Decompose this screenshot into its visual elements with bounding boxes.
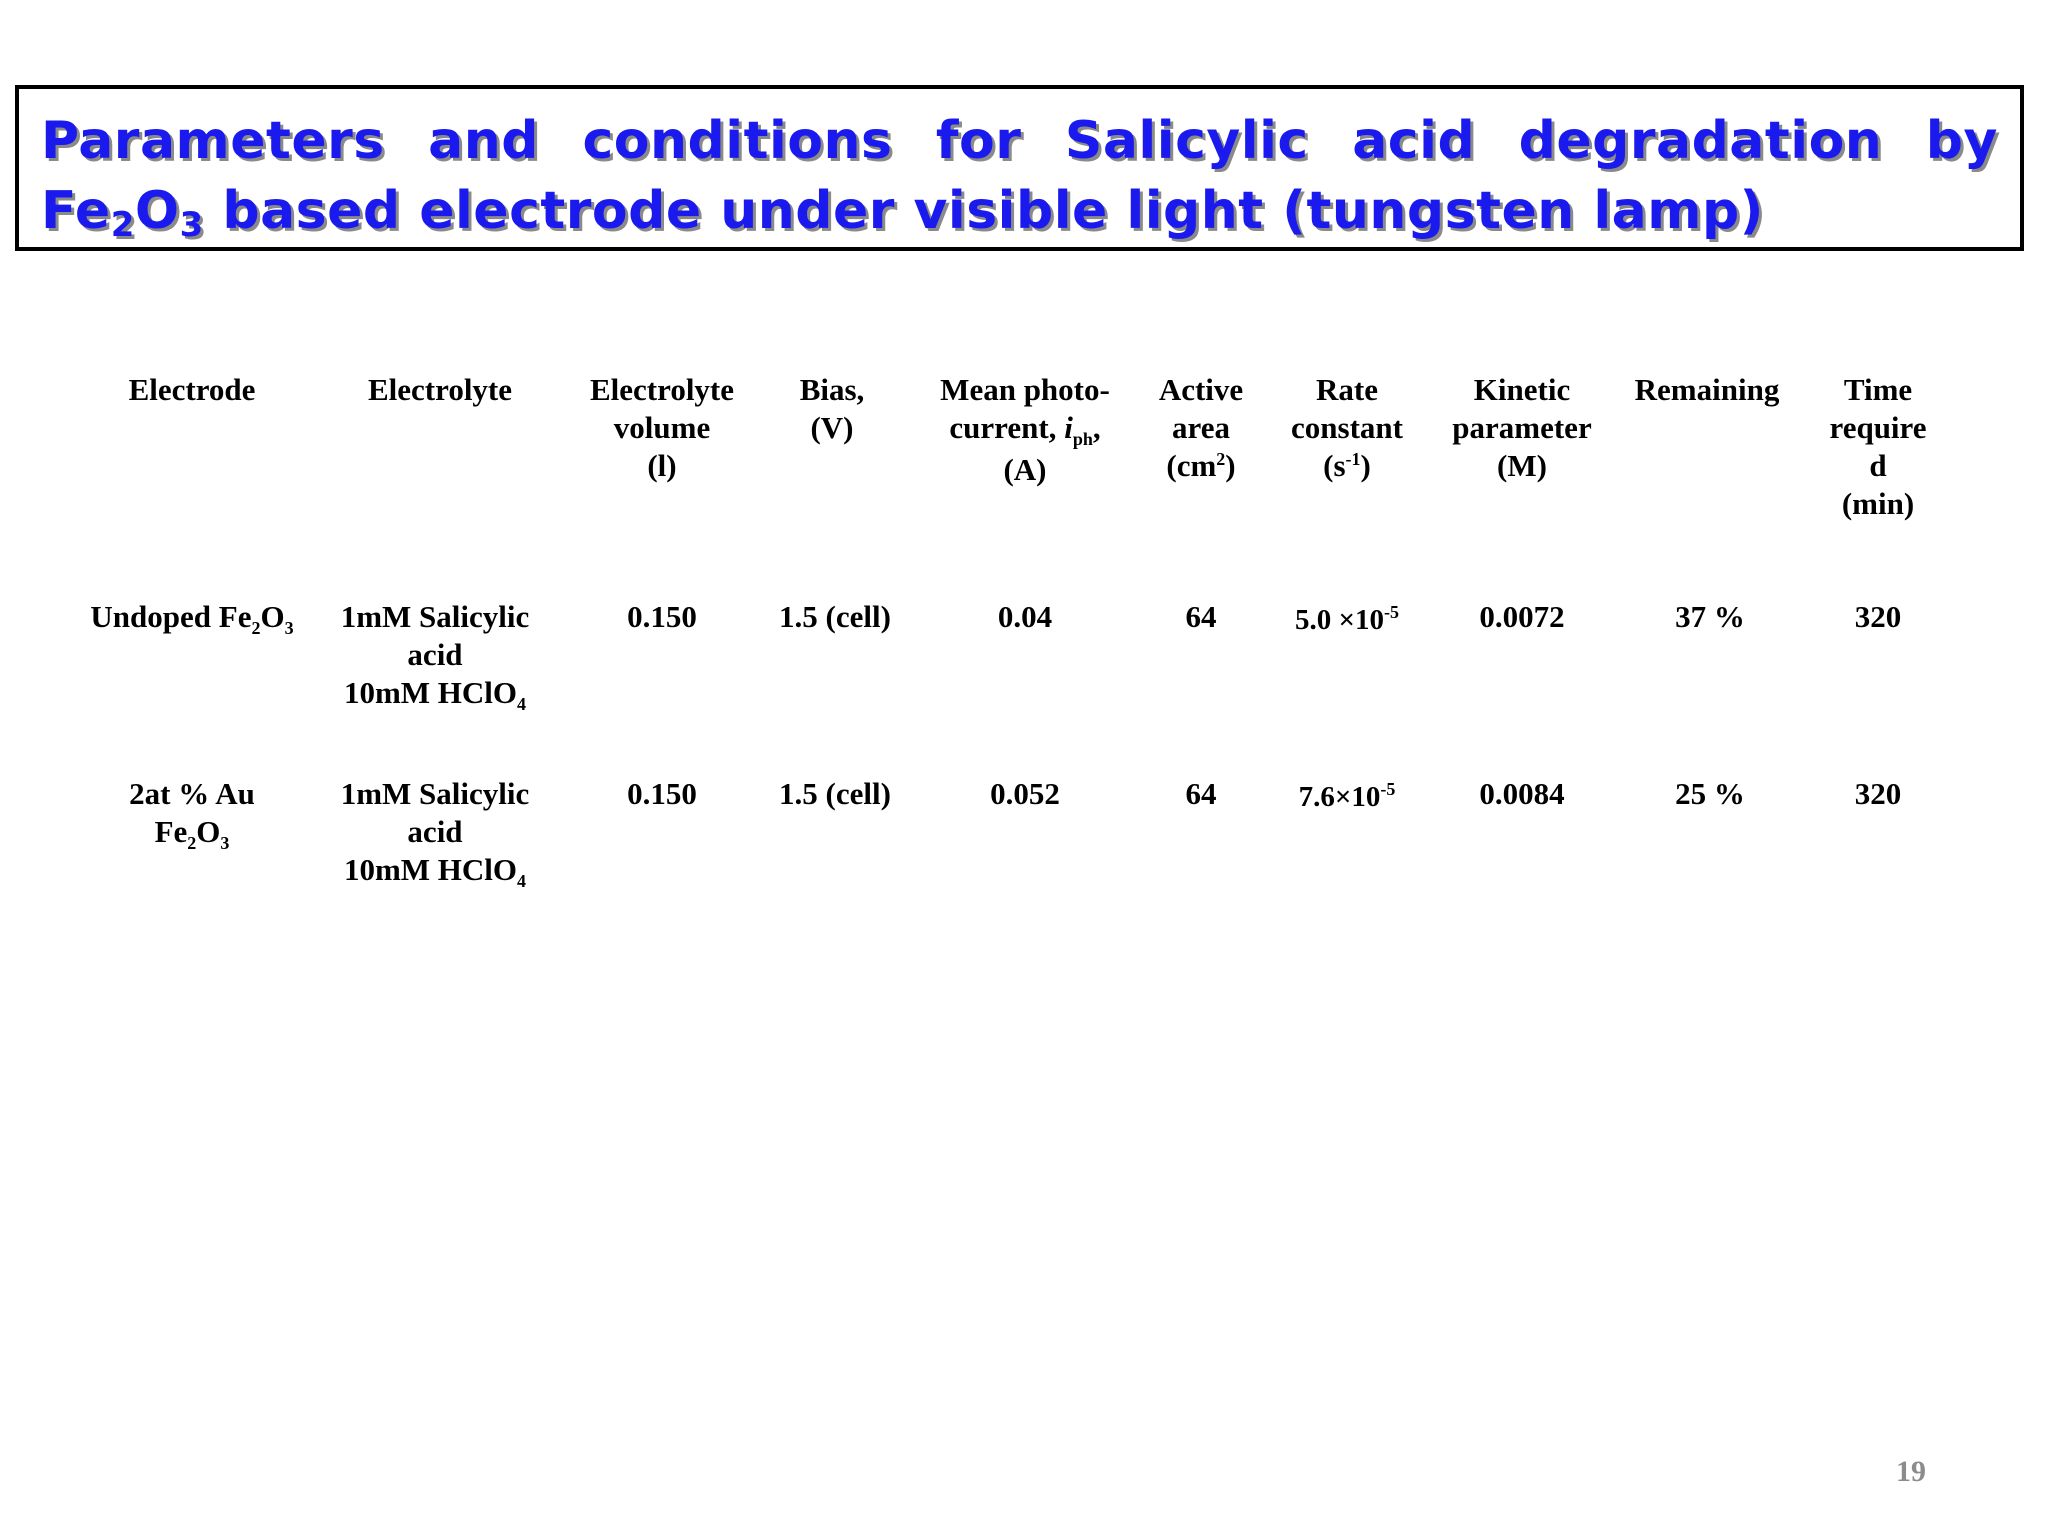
header-text: (V) [810,410,854,445]
title-subscript: 3 [179,205,204,245]
header-text: $(cm^2)$ [1166,448,1236,483]
title-o: O [134,181,180,241]
row2-rate-constant: $7.6\times 10^{-5}$ [1298,779,1396,813]
row1-electrode: Undoped $Fe_2O_3$ [90,599,294,638]
header-text: Electrode [128,372,256,407]
row1-electrolyte: 1mM Salicylic acid 10mM HClO$_4$ [340,599,530,714]
header-text: current, $i_{ph}$, [949,410,1101,449]
header-electrolyte-volume [590,371,734,485]
row2-area: 64 [1185,776,1217,811]
header-text: volume [613,410,711,445]
header-text: (M) [1497,448,1547,483]
header-electrode [129,371,256,409]
row1-kinetic: 0.0072 [1479,599,1565,634]
header-electrolyte [368,371,512,409]
slide-title-line-1 [41,111,1998,171]
header-rate-constant [1291,371,1403,485]
row2-kinetic: 0.0084 [1479,776,1565,811]
title-word: by [1925,111,1998,171]
header-time-required [1829,371,1926,523]
header-remaining [1635,371,1780,409]
header-text: d [1869,448,1887,483]
header-text: $(s^{-1})$ [1323,448,1371,483]
header-text: Electrolyte [367,372,513,407]
slide-title-line-2 [41,181,1764,245]
row1-bias: 1.5 (cell) [779,599,891,634]
title-word: conditions [582,111,893,171]
header-text: Active [1158,372,1244,407]
header-active-area [1159,371,1243,485]
header-text: (l) [647,448,677,483]
header-kinetic-parameter [1452,371,1591,485]
header-text: (A) [1003,452,1047,487]
header-text: require [1829,410,1927,445]
header-text: parameter [1452,410,1592,445]
row1-volume: 0.150 [627,599,697,634]
row2-photocurrent: 0.052 [990,776,1060,811]
title-subscript: 2 [110,205,135,245]
row1-remaining: 37 % [1675,599,1745,634]
page-number: 19 [1896,1455,1926,1488]
header-text: Rate [1316,372,1378,407]
row1-area: 64 [1185,599,1217,634]
header-text: area [1172,410,1230,445]
header-text: Kinetic [1473,372,1571,407]
row2-electrode: 2at % Au $Fe_2O_3$ [129,776,255,853]
row1-rate-constant: $5.0 \times 10^{-5}$ [1294,602,1400,636]
title-word: and [428,111,540,171]
row2-bias: 1.5 (cell) [779,776,891,811]
title-word: acid [1352,111,1476,171]
header-bias [800,371,865,447]
header-text: Time [1843,372,1913,407]
header-text: (min) [1841,486,1915,521]
row2-time: 320 [1854,776,1902,811]
slide-title-box [15,85,2024,251]
header-mean-photocurrent [940,371,1110,489]
title-word: for [935,111,1022,171]
row2-electrolyte: 1mM Salicylic acid 10mM HClO$_4$ [340,776,530,891]
header-text: Bias, [799,372,865,407]
row1-photocurrent: 0.04 [997,599,1053,634]
row1-time: 320 [1854,599,1902,634]
header-text: Mean photo- [940,372,1110,407]
header-text: Electrolyte [589,372,735,407]
header-text: constant [1291,410,1403,445]
title-fe: Fe [41,181,111,241]
title-word: Salicylic [1064,111,1309,171]
header-text: Remaining [1634,372,1780,407]
title-rest: based electrode under visible light (tungsten lamp) [203,181,1764,241]
title-word: degradation [1518,111,1883,171]
row2-remaining: 25 % [1675,776,1745,811]
title-word: Parameters [41,111,385,171]
row2-volume: 0.150 [627,776,697,811]
